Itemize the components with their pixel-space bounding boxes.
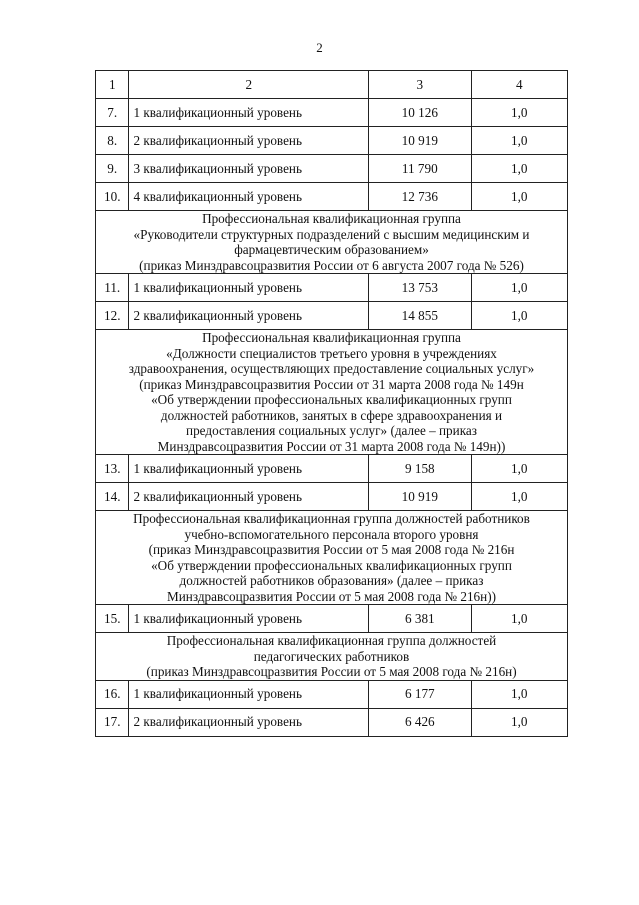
group-heading-line: должностей работников, занятых в сфере здравоохранения и — [160, 407, 503, 423]
group-heading-line: Минздравсоцразвития России от 5 мая 2008 года № 216н)) — [167, 588, 496, 604]
group-heading — [96, 211, 568, 274]
qualification-level: 1 квалификационный уровень — [129, 274, 369, 302]
salary-value: 6 426 — [369, 708, 472, 736]
salary-table — [95, 70, 568, 737]
group-heading — [96, 511, 568, 605]
salary-value: 12 736 — [369, 183, 472, 211]
coefficient-value: 1,0 — [471, 680, 567, 708]
salary-value: 6 177 — [369, 680, 472, 708]
header-col-1: 1 — [96, 71, 129, 99]
header-col-2: 2 — [129, 71, 369, 99]
qualification-level: 1 квалификационный уровень — [129, 605, 369, 633]
coefficient-value: 1,0 — [471, 605, 567, 633]
qualification-level: 2 квалификационный уровень — [129, 708, 369, 736]
table-row — [96, 127, 568, 155]
group-heading-line: (приказ Минздравсоцразвития России от 5 мая 2008 года № 216н) — [146, 664, 517, 679]
coefficient-value: 1,0 — [471, 708, 567, 736]
group-heading-line: предоставления социальных услуг» (далее – приказ — [186, 423, 477, 438]
qualification-level: 2 квалификационный уровень — [129, 483, 369, 511]
group-heading-line: учебно-вспомогательного персонала второго уровня — [184, 526, 479, 542]
group-heading-line: Минздравсоцразвития России от 31 марта 2008 года № 149н)) — [157, 438, 506, 454]
group-heading-line: Профессиональная квалификационная группа должностей работников — [133, 511, 530, 526]
group-heading — [96, 633, 568, 681]
group-heading-line: Профессиональная квалификационная группа — [202, 330, 461, 345]
coefficient-value: 1,0 — [471, 183, 567, 211]
table-row — [96, 302, 568, 330]
group-heading-line: здравоохранения, осуществляющих предоставление социальных услуг» — [128, 361, 535, 376]
salary-value: 14 855 — [369, 302, 472, 330]
row-number: 13. — [96, 455, 129, 483]
row-number: 17. — [96, 708, 129, 736]
qualification-level: 2 квалификационный уровень — [129, 127, 369, 155]
row-number: 11. — [96, 274, 129, 302]
row-number: 9. — [96, 155, 129, 183]
salary-value: 10 919 — [369, 483, 472, 511]
qualification-level: 4 квалификационный уровень — [129, 183, 369, 211]
salary-value: 10 126 — [369, 99, 472, 127]
coefficient-value: 1,0 — [471, 127, 567, 155]
group-heading-line: педагогических работников — [253, 648, 410, 664]
table-row — [96, 274, 568, 302]
group-heading — [96, 330, 568, 455]
table-row — [96, 99, 568, 127]
table-row — [96, 483, 568, 511]
group-heading-line: (приказ Минздравсоцразвития России от 31 марта 2008 года № 149н — [139, 376, 524, 392]
group-heading-line: (приказ Минздравсоцразвития России от 5 мая 2008 года № 216н — [148, 542, 515, 557]
group-heading-line: фармацевтическим образованием» — [234, 242, 429, 257]
qualification-level: 3 квалификационный уровень — [129, 155, 369, 183]
group-heading-line: Профессиональная квалификационная группа должностей — [166, 633, 497, 648]
row-number: 10. — [96, 183, 129, 211]
salary-value: 10 919 — [369, 127, 472, 155]
group-heading-line: «Об утверждении профессиональных квалификационных групп — [151, 392, 512, 407]
table-row — [96, 680, 568, 708]
group-heading-line: (приказ Минздравсоцразвития России от 6 августа 2007 года № 526) — [139, 257, 524, 273]
coefficient-value: 1,0 — [471, 455, 567, 483]
qualification-level: 1 квалификационный уровень — [129, 680, 369, 708]
salary-value: 6 381 — [369, 605, 472, 633]
header-col-4: 4 — [471, 71, 567, 99]
table-row — [96, 183, 568, 211]
row-number: 7. — [96, 99, 129, 127]
table-row — [96, 455, 568, 483]
group-heading-line: Профессиональная квалификационная группа — [202, 211, 461, 226]
qualification-level: 1 квалификационный уровень — [129, 455, 369, 483]
coefficient-value: 1,0 — [471, 99, 567, 127]
salary-value: 13 753 — [369, 274, 472, 302]
table-row — [96, 708, 568, 736]
table-row — [96, 605, 568, 633]
coefficient-value: 1,0 — [471, 155, 567, 183]
qualification-level: 2 квалификационный уровень — [129, 302, 369, 330]
group-heading-line: «Должности специалистов третьего уровня в учреждениях — [166, 345, 497, 361]
row-number: 16. — [96, 680, 129, 708]
coefficient-value: 1,0 — [471, 274, 567, 302]
page-number: 2 — [316, 40, 323, 55]
coefficient-value: 1,0 — [471, 302, 567, 330]
salary-value: 9 158 — [369, 455, 472, 483]
qualification-level: 1 квалификационный уровень — [129, 99, 369, 127]
coefficient-value: 1,0 — [471, 483, 567, 511]
row-number: 15. — [96, 605, 129, 633]
table-row — [96, 155, 568, 183]
row-number: 12. — [96, 302, 129, 330]
salary-value: 11 790 — [369, 155, 472, 183]
row-number: 8. — [96, 127, 129, 155]
group-heading-line: «Руководители структурных подразделений с высшим медицинским и — [133, 226, 530, 242]
row-number: 14. — [96, 483, 129, 511]
header-col-3: 3 — [369, 71, 472, 99]
group-heading-line: «Об утверждении профессиональных квалификационных групп — [151, 557, 512, 573]
table-header-row — [96, 71, 568, 99]
group-heading-line: должностей работников образования» (далее – приказ — [179, 573, 484, 588]
